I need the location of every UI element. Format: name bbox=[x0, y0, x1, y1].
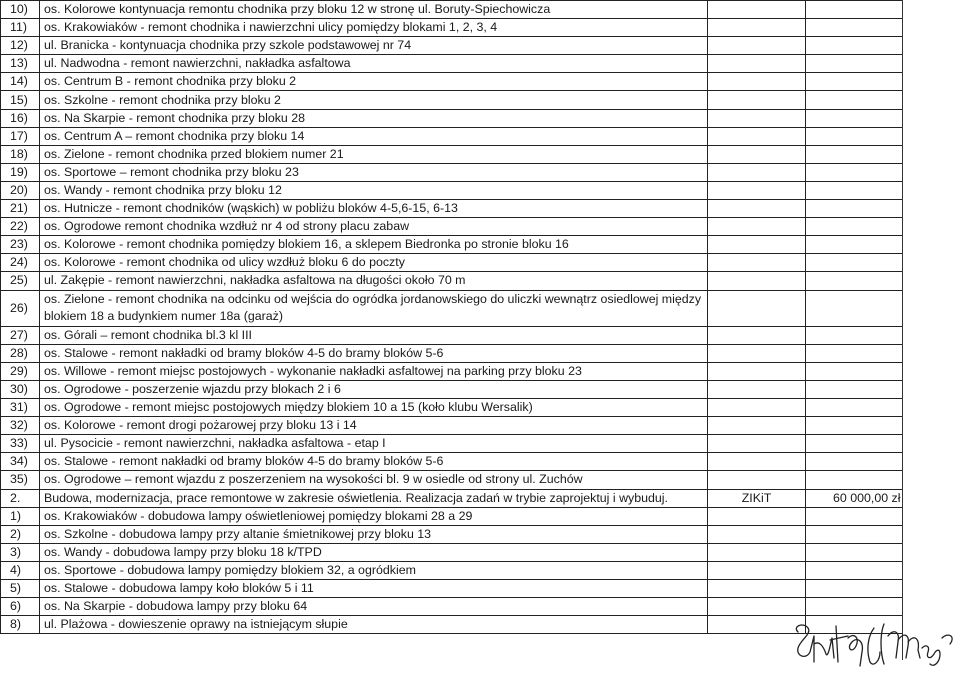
works-table-body bbox=[1, 1, 903, 634]
table-row bbox=[1, 580, 903, 598]
table-row bbox=[1, 91, 903, 109]
row-unit bbox=[708, 19, 806, 37]
table-row bbox=[1, 127, 903, 145]
table-row bbox=[1, 453, 903, 471]
table-row bbox=[1, 254, 903, 272]
row-unit bbox=[708, 326, 806, 344]
row-unit bbox=[708, 561, 806, 579]
table-row bbox=[1, 236, 903, 254]
row-unit bbox=[708, 362, 806, 380]
row-description: os. Krakowiaków - dobudowa lampy oświetleniowej pomiędzy blokami 28 a 29 bbox=[40, 507, 708, 525]
table-row bbox=[1, 399, 903, 417]
table-row bbox=[1, 73, 903, 91]
row-number: 25) bbox=[1, 272, 40, 290]
row-amount: 60 000,00 zł bbox=[806, 489, 903, 507]
row-unit bbox=[708, 580, 806, 598]
table-row bbox=[1, 218, 903, 236]
row-unit bbox=[708, 236, 806, 254]
row-description: os. Willowe - remont miejsc postojowych - wykonanie nakładki asfaltowej na parking przy bloku 23 bbox=[40, 362, 708, 380]
row-unit bbox=[708, 55, 806, 73]
table-row bbox=[1, 37, 903, 55]
row-unit bbox=[708, 272, 806, 290]
row-description: os. Na Skarpie - remont chodnika przy bloku 28 bbox=[40, 109, 708, 127]
row-number: 5) bbox=[1, 580, 40, 598]
row-amount bbox=[806, 91, 903, 109]
table-row bbox=[1, 543, 903, 561]
row-description: os. Stalowe - dobudowa lampy koło bloków 5 i 11 bbox=[40, 580, 708, 598]
table-row bbox=[1, 290, 903, 326]
table-row bbox=[1, 362, 903, 380]
table-row bbox=[1, 417, 903, 435]
row-amount bbox=[806, 55, 903, 73]
row-description: os. Ogrodowe - remont miejsc postojowych między blokiem 10 a 15 (koło klubu Wersalik) bbox=[40, 399, 708, 417]
row-description: os. Górali – remont chodnika bl.3 kl III bbox=[40, 326, 708, 344]
row-unit bbox=[708, 145, 806, 163]
row-number: 1) bbox=[1, 507, 40, 525]
row-number: 20) bbox=[1, 181, 40, 199]
row-description: ul. Branicka - kontynuacja chodnika przy szkole podstawowej nr 74 bbox=[40, 37, 708, 55]
row-description: os. Szkolne - remont chodnika przy bloku 2 bbox=[40, 91, 708, 109]
row-number: 16) bbox=[1, 109, 40, 127]
row-number: 8) bbox=[1, 616, 40, 634]
row-description: os. Stalowe - remont nakładki od bramy bloków 4-5 do bramy bloków 5-6 bbox=[40, 453, 708, 471]
table-row bbox=[1, 272, 903, 290]
row-description: Budowa, modernizacja, prace remontowe w zakresie oświetlenia. Realizacja zadań w trybie zaprojektuj i wybuduj. bbox=[40, 489, 708, 507]
row-number: 30) bbox=[1, 380, 40, 398]
table-row bbox=[1, 145, 903, 163]
row-unit bbox=[708, 127, 806, 145]
row-number: 18) bbox=[1, 145, 40, 163]
row-unit bbox=[708, 200, 806, 218]
signature-icon bbox=[790, 618, 960, 673]
row-description: os. Ogrodowe remont chodnika wzdłuż nr 4 od strony placu zabaw bbox=[40, 218, 708, 236]
row-amount bbox=[806, 254, 903, 272]
row-amount bbox=[806, 598, 903, 616]
row-unit bbox=[708, 380, 806, 398]
row-amount bbox=[806, 236, 903, 254]
table-row bbox=[1, 344, 903, 362]
row-number: 27) bbox=[1, 326, 40, 344]
row-description: os. Wandy - dobudowa lampy przy bloku 18 k/TPD bbox=[40, 543, 708, 561]
row-number: 2) bbox=[1, 525, 40, 543]
row-description: os. Stalowe - remont nakładki od bramy bloków 4-5 do bramy bloków 5-6 bbox=[40, 344, 708, 362]
row-amount bbox=[806, 525, 903, 543]
row-number: 33) bbox=[1, 435, 40, 453]
row-unit bbox=[708, 543, 806, 561]
row-amount bbox=[806, 417, 903, 435]
row-number: 35) bbox=[1, 471, 40, 489]
row-amount bbox=[806, 19, 903, 37]
table-row bbox=[1, 616, 903, 634]
row-description: os. Kolorowe - remont chodnika pomiędzy blokiem 16, a sklepem Biedronka po stronie bloku 16 bbox=[40, 236, 708, 254]
row-amount bbox=[806, 73, 903, 91]
row-amount bbox=[806, 362, 903, 380]
row-description: os. Hutnicze - remont chodników (wąskich) w pobliżu bloków 4-5,6-15, 6-13 bbox=[40, 200, 708, 218]
row-unit bbox=[708, 525, 806, 543]
table-row bbox=[1, 471, 903, 489]
row-description: os. Centrum B - remont chodnika przy bloku 2 bbox=[40, 73, 708, 91]
row-description: ul. Nadwodna - remont nawierzchni, nakładka asfaltowa bbox=[40, 55, 708, 73]
row-number: 13) bbox=[1, 55, 40, 73]
row-unit: ZIKiT bbox=[708, 489, 806, 507]
row-unit bbox=[708, 399, 806, 417]
row-unit bbox=[708, 1, 806, 19]
row-unit bbox=[708, 218, 806, 236]
row-description: os. Centrum A – remont chodnika przy bloku 14 bbox=[40, 127, 708, 145]
row-description: ul. Plażowa - dowieszenie oprawy na istniejącym słupie bbox=[40, 616, 708, 634]
row-amount bbox=[806, 471, 903, 489]
row-description: os. Szkolne - dobudowa lampy przy altanie śmietnikowej przy bloku 13 bbox=[40, 525, 708, 543]
row-amount bbox=[806, 507, 903, 525]
row-amount bbox=[806, 218, 903, 236]
row-description: os. Sportowe – remont chodnika przy bloku 23 bbox=[40, 163, 708, 181]
row-description: os. Kolorowe - remont drogi pożarowej przy bloku 13 i 14 bbox=[40, 417, 708, 435]
row-amount bbox=[806, 272, 903, 290]
row-number: 15) bbox=[1, 91, 40, 109]
row-unit bbox=[708, 598, 806, 616]
row-number: 14) bbox=[1, 73, 40, 91]
row-number: 6) bbox=[1, 598, 40, 616]
row-number: 24) bbox=[1, 254, 40, 272]
table-row bbox=[1, 380, 903, 398]
row-amount bbox=[806, 399, 903, 417]
row-amount bbox=[806, 37, 903, 55]
row-number: 22) bbox=[1, 218, 40, 236]
row-unit bbox=[708, 163, 806, 181]
row-unit bbox=[708, 73, 806, 91]
row-unit bbox=[708, 507, 806, 525]
row-amount bbox=[806, 109, 903, 127]
table-row bbox=[1, 326, 903, 344]
row-amount bbox=[806, 435, 903, 453]
row-amount bbox=[806, 580, 903, 598]
row-number: 26) bbox=[1, 290, 40, 326]
row-number: 34) bbox=[1, 453, 40, 471]
table-row bbox=[1, 489, 903, 507]
row-number: 11) bbox=[1, 19, 40, 37]
row-number: 12) bbox=[1, 37, 40, 55]
row-description: os. Krakowiaków - remont chodnika i nawierzchni ulicy pomiędzy blokami 1, 2, 3, 4 bbox=[40, 19, 708, 37]
row-unit bbox=[708, 471, 806, 489]
row-amount bbox=[806, 344, 903, 362]
row-description: os. Na Skarpie - dobudowa lampy przy bloku 64 bbox=[40, 598, 708, 616]
table-row bbox=[1, 19, 903, 37]
row-unit bbox=[708, 37, 806, 55]
row-number: 17) bbox=[1, 127, 40, 145]
row-number: 32) bbox=[1, 417, 40, 435]
table-row bbox=[1, 525, 903, 543]
row-unit bbox=[708, 453, 806, 471]
row-description: ul. Pysocicie - remont nawierzchni, nakładka asfaltowa - etap I bbox=[40, 435, 708, 453]
row-number: 23) bbox=[1, 236, 40, 254]
row-unit bbox=[708, 417, 806, 435]
table-row bbox=[1, 200, 903, 218]
row-amount bbox=[806, 145, 903, 163]
row-amount bbox=[806, 181, 903, 199]
row-description: os. Zielone - remont chodnika przed blokiem numer 21 bbox=[40, 145, 708, 163]
row-unit bbox=[708, 290, 806, 326]
row-number: 29) bbox=[1, 362, 40, 380]
table-row bbox=[1, 435, 903, 453]
row-description: os. Zielone - remont chodnika na odcinku od wejścia do ogródka jordanowskiego do uliczki wewnątrz osiedlowej między blokiem 18 a budynkiem numer 18a (garaż) bbox=[40, 290, 708, 326]
page-right-rule bbox=[902, 0, 903, 660]
row-number: 19) bbox=[1, 163, 40, 181]
table-row bbox=[1, 561, 903, 579]
row-number: 31) bbox=[1, 399, 40, 417]
row-unit bbox=[708, 181, 806, 199]
row-amount bbox=[806, 561, 903, 579]
row-amount bbox=[806, 380, 903, 398]
row-unit bbox=[708, 344, 806, 362]
table-row bbox=[1, 507, 903, 525]
row-unit bbox=[708, 109, 806, 127]
table-row bbox=[1, 1, 903, 19]
table-row bbox=[1, 163, 903, 181]
row-description: os. Kolorowe kontynuacja remontu chodnika przy bloku 12 w stronę ul. Boruty-Spiechowicza bbox=[40, 1, 708, 19]
row-unit bbox=[708, 91, 806, 109]
row-amount bbox=[806, 290, 903, 326]
table-row bbox=[1, 181, 903, 199]
row-description: ul. Zakępie - remont nawierzchni, nakładka asfaltowa na długości około 70 m bbox=[40, 272, 708, 290]
row-description: os. Ogrodowe - poszerzenie wjazdu przy blokach 2 i 6 bbox=[40, 380, 708, 398]
row-unit bbox=[708, 254, 806, 272]
row-number: 10) bbox=[1, 1, 40, 19]
row-number: 21) bbox=[1, 200, 40, 218]
row-amount bbox=[806, 326, 903, 344]
table-row bbox=[1, 109, 903, 127]
row-amount bbox=[806, 453, 903, 471]
row-amount bbox=[806, 1, 903, 19]
row-description: os. Sportowe - dobudowa lampy pomiędzy blokiem 32, a ogródkiem bbox=[40, 561, 708, 579]
table-row bbox=[1, 598, 903, 616]
row-amount bbox=[806, 127, 903, 145]
table-row bbox=[1, 55, 903, 73]
row-amount bbox=[806, 163, 903, 181]
row-unit bbox=[708, 435, 806, 453]
row-number: 2. bbox=[1, 489, 40, 507]
row-number: 3) bbox=[1, 543, 40, 561]
row-description: os. Ogrodowe – remont wjazdu z poszerzeniem na wysokości bl. 9 w osiedle od strony ul. Zuchów bbox=[40, 471, 708, 489]
row-amount bbox=[806, 543, 903, 561]
row-number: 28) bbox=[1, 344, 40, 362]
row-description: os. Wandy - remont chodnika przy bloku 12 bbox=[40, 181, 708, 199]
row-amount bbox=[806, 200, 903, 218]
row-description: os. Kolorowe - remont chodnika od ulicy wzdłuż bloku 6 do poczty bbox=[40, 254, 708, 272]
row-number: 4) bbox=[1, 561, 40, 579]
